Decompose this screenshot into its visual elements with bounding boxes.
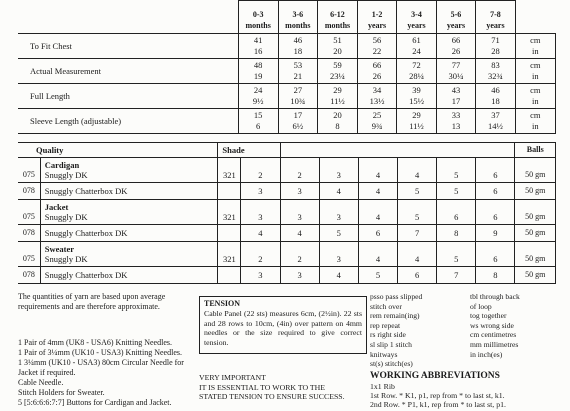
count-cell: 3 xyxy=(241,183,280,200)
abbreviation: rs right side xyxy=(370,330,406,340)
value-cell: 29 11½ xyxy=(397,109,436,134)
count-cell: 4 xyxy=(398,242,437,267)
garment-row xyxy=(18,158,556,183)
measurements-table xyxy=(18,0,556,134)
extra-yarn-row xyxy=(18,267,556,284)
value-cell: 83 32¾ xyxy=(476,59,515,84)
abbreviation: ws wrong side xyxy=(470,320,514,330)
abbreviation: knitways xyxy=(370,349,398,359)
value-cell: 72 28¼ xyxy=(397,59,436,84)
header-spacer xyxy=(280,143,515,158)
row-label: Sleeve Length (adjustable) xyxy=(18,109,238,134)
count-cell: 3 xyxy=(319,158,358,183)
count-cell: 4 xyxy=(358,200,397,225)
value-cell: 66 26 xyxy=(436,34,475,59)
material-item: 1 Pair of 4mm (UK8 - USA6) Knitting Needles. xyxy=(18,338,172,347)
count-cell: 5 xyxy=(319,225,358,242)
count-cell: 3 xyxy=(280,200,319,225)
shade-cell xyxy=(218,267,241,284)
count-cell: 8 xyxy=(476,267,515,284)
working-abbreviations xyxy=(370,371,568,409)
shade-cell xyxy=(218,225,241,242)
abbreviation: cm centimetres xyxy=(470,330,517,340)
yarn-header-row xyxy=(18,143,556,158)
count-cell: 5 xyxy=(437,183,476,200)
balls-cell: 50 gm xyxy=(515,158,556,183)
garment-name: Jacket Snuggly DK xyxy=(40,200,218,225)
garment-name: Cardigan Snuggly DK xyxy=(40,158,218,183)
material-item: 5 [5:6:6:6:7:7] Buttons for Cardigan and Jacket. xyxy=(18,398,172,407)
count-cell: 3 xyxy=(319,200,358,225)
value-cell: 33 13 xyxy=(436,109,475,134)
materials-list xyxy=(18,338,190,408)
value-cell: 46 18 xyxy=(476,84,515,109)
count-cell: 5 xyxy=(437,242,476,267)
tension-box xyxy=(199,296,367,354)
shade-cell: 321 xyxy=(218,158,241,183)
count-cell: 7 xyxy=(437,267,476,284)
important-notice xyxy=(199,373,369,402)
count-cell: 6 xyxy=(398,267,437,284)
value-cell: 34 13½ xyxy=(357,84,396,109)
count-cell: 4 xyxy=(358,242,397,267)
yarn-code: 078 xyxy=(18,225,40,242)
value-cell: 53 21 xyxy=(278,59,318,84)
count-cell: 5 xyxy=(398,183,437,200)
balls-cell: 50 gm xyxy=(515,225,556,242)
working-line: 1st Row. * K1, p1, rep from * to last st, k1. xyxy=(370,391,505,400)
balls-cell: 50 gm xyxy=(515,200,556,225)
count-cell: 4 xyxy=(358,183,397,200)
value-cell: 77 30¼ xyxy=(436,59,475,84)
yarn-code: 075 xyxy=(18,242,40,267)
unit-cell: cm in xyxy=(515,34,555,59)
count-cell: 3 xyxy=(280,267,319,284)
value-cell: 61 24 xyxy=(397,34,436,59)
abbreviations-right xyxy=(470,292,565,359)
header-spacer xyxy=(18,1,238,34)
count-cell: 6 xyxy=(476,242,515,267)
yarn-table xyxy=(18,142,556,284)
size-header: 1-2 years xyxy=(357,1,396,34)
abbreviations-left xyxy=(370,292,460,369)
yarn-code: 075 xyxy=(18,200,40,225)
value-cell: 17 6½ xyxy=(278,109,318,134)
count-cell: 6 xyxy=(476,183,515,200)
quality-header: Quality xyxy=(18,143,218,158)
important-line: VERY IMPORTANT xyxy=(199,373,266,382)
count-cell: 6 xyxy=(476,158,515,183)
size-header: 7-8 years xyxy=(476,1,515,34)
value-cell: 43 17 xyxy=(436,84,475,109)
material-item: Cable Needle. xyxy=(18,378,64,387)
balls-cell: 50 gm xyxy=(515,242,556,267)
count-cell: 7 xyxy=(398,225,437,242)
count-cell: 5 xyxy=(437,158,476,183)
value-cell: 37 14½ xyxy=(476,109,515,134)
count-cell: 5 xyxy=(398,200,437,225)
garment-row xyxy=(18,200,556,225)
unit-cell: cm in xyxy=(515,59,555,84)
count-cell: 2 xyxy=(241,158,280,183)
count-cell: 6 xyxy=(476,200,515,225)
value-cell: 20 8 xyxy=(318,109,358,134)
value-cell: 15 6 xyxy=(238,109,278,134)
abbreviation: rep repeat xyxy=(370,320,401,330)
count-cell: 6 xyxy=(437,200,476,225)
count-cell: 9 xyxy=(476,225,515,242)
balls-header: Balls xyxy=(515,143,556,158)
abbreviation: tog together xyxy=(470,311,507,321)
extra-yarn-row xyxy=(18,225,556,242)
working-line: 2nd Row. * P1, k1, rep from * to last st, p1. xyxy=(370,400,506,409)
yarn-name: Snuggly Chatterbox DK xyxy=(40,225,218,242)
size-header: 3-6 months xyxy=(278,1,318,34)
abbreviation: tbl through back xyxy=(470,292,520,301)
yarn-note: The quantities of yarn are based upon average requirements and are therefore approximate. xyxy=(18,292,166,311)
measurement-row xyxy=(18,109,556,134)
value-cell: 29 11½ xyxy=(318,84,358,109)
balls-cell: 50 gm xyxy=(515,183,556,200)
material-item: Stitch Holders for Sweater. xyxy=(18,388,105,397)
material-item: 1 Pair of 3¼mm (UK10 - USA3) Knitting Needles. xyxy=(18,348,182,357)
count-cell: 3 xyxy=(241,267,280,284)
count-cell: 3 xyxy=(241,200,280,225)
abbreviation: psso pass slipped xyxy=(370,292,423,301)
count-cell: 2 xyxy=(280,242,319,267)
value-cell: 71 28 xyxy=(476,34,515,59)
value-cell: 39 15½ xyxy=(397,84,436,109)
extra-yarn-row xyxy=(18,183,556,200)
abbreviation: stitch over xyxy=(370,301,402,311)
yarn-name: Snuggly Chatterbox DK xyxy=(40,267,218,284)
unit-header xyxy=(515,1,555,34)
size-header: 5-6 years xyxy=(436,1,475,34)
count-cell: 5 xyxy=(358,267,397,284)
garment-name: Sweater Snuggly DK xyxy=(40,242,218,267)
count-cell: 2 xyxy=(241,242,280,267)
measurement-row xyxy=(18,59,556,84)
important-line: STATED TENSION TO ENSURE SUCCESS. xyxy=(199,392,345,401)
shade-cell: 321 xyxy=(218,200,241,225)
row-label: To Fit Chest xyxy=(18,34,238,59)
abbreviation: of loop xyxy=(470,301,492,311)
yarn-code: 075 xyxy=(18,158,40,183)
count-cell: 4 xyxy=(319,183,358,200)
value-cell: 48 19 xyxy=(238,59,278,84)
value-cell: 25 9¾ xyxy=(357,109,396,134)
value-cell: 66 26 xyxy=(357,59,396,84)
value-cell: 41 16 xyxy=(238,34,278,59)
count-cell: 3 xyxy=(280,183,319,200)
count-cell: 4 xyxy=(280,225,319,242)
important-line: IT IS ESSENTIAL TO WORK TO THE xyxy=(199,382,326,392)
value-cell: 46 18 xyxy=(278,34,318,59)
tension-body: Cable Panel (22 sts) measures 6cm, (2½in). 22 sts and 28 rows to 10cm, (4in) over pattern on 4mm needles or the size required to give correct tension. xyxy=(204,309,362,347)
balls-cell: 50 gm xyxy=(515,267,556,284)
yarn-code: 078 xyxy=(18,267,40,284)
unit-cell: cm in xyxy=(515,109,555,134)
size-header: 3-4 years xyxy=(397,1,436,34)
row-label: Full Length xyxy=(18,84,238,109)
value-cell: 59 23¼ xyxy=(318,59,358,84)
working-title: WORKING ABBREVIATIONS xyxy=(370,371,500,381)
count-cell: 2 xyxy=(280,158,319,183)
working-line: 1x1 Rib xyxy=(370,382,395,391)
yarn-name: Snuggly Chatterbox DK xyxy=(40,183,218,200)
yarn-code: 078 xyxy=(18,183,40,200)
abbreviation: rem remain(ing) xyxy=(370,311,420,321)
shade-cell: 321 xyxy=(218,242,241,267)
measurement-row xyxy=(18,34,556,59)
unit-cell: cm in xyxy=(515,84,555,109)
material-item: 1 3¼mm (UK10 - USA3) 80cm Circular Needle for Jacket if required. xyxy=(18,358,184,377)
garment-row xyxy=(18,242,556,267)
value-cell: 27 10¾ xyxy=(278,84,318,109)
count-cell: 4 xyxy=(241,225,280,242)
count-cell: 8 xyxy=(437,225,476,242)
value-cell: 56 22 xyxy=(357,34,396,59)
shade-cell xyxy=(218,183,241,200)
size-header: 0-3 months xyxy=(238,1,278,34)
abbreviation: sl slip 1 stitch xyxy=(370,339,412,349)
row-label: Actual Measurement xyxy=(18,59,238,84)
count-cell: 6 xyxy=(358,225,397,242)
value-cell: 24 9½ xyxy=(238,84,278,109)
value-cell: 51 20 xyxy=(318,34,358,59)
shade-header: Shade xyxy=(218,143,280,158)
count-cell: 4 xyxy=(319,267,358,284)
count-cell: 4 xyxy=(398,158,437,183)
abbreviation: mm millimetres xyxy=(470,339,519,349)
size-header: 6-12 months xyxy=(318,1,358,34)
count-cell: 3 xyxy=(319,242,358,267)
abbreviation: in inch(es) xyxy=(470,349,503,359)
tension-title: TENSION xyxy=(204,299,241,308)
measurement-row xyxy=(18,84,556,109)
count-cell: 4 xyxy=(358,158,397,183)
abbreviation: st(s) stitch(es) xyxy=(370,359,413,369)
